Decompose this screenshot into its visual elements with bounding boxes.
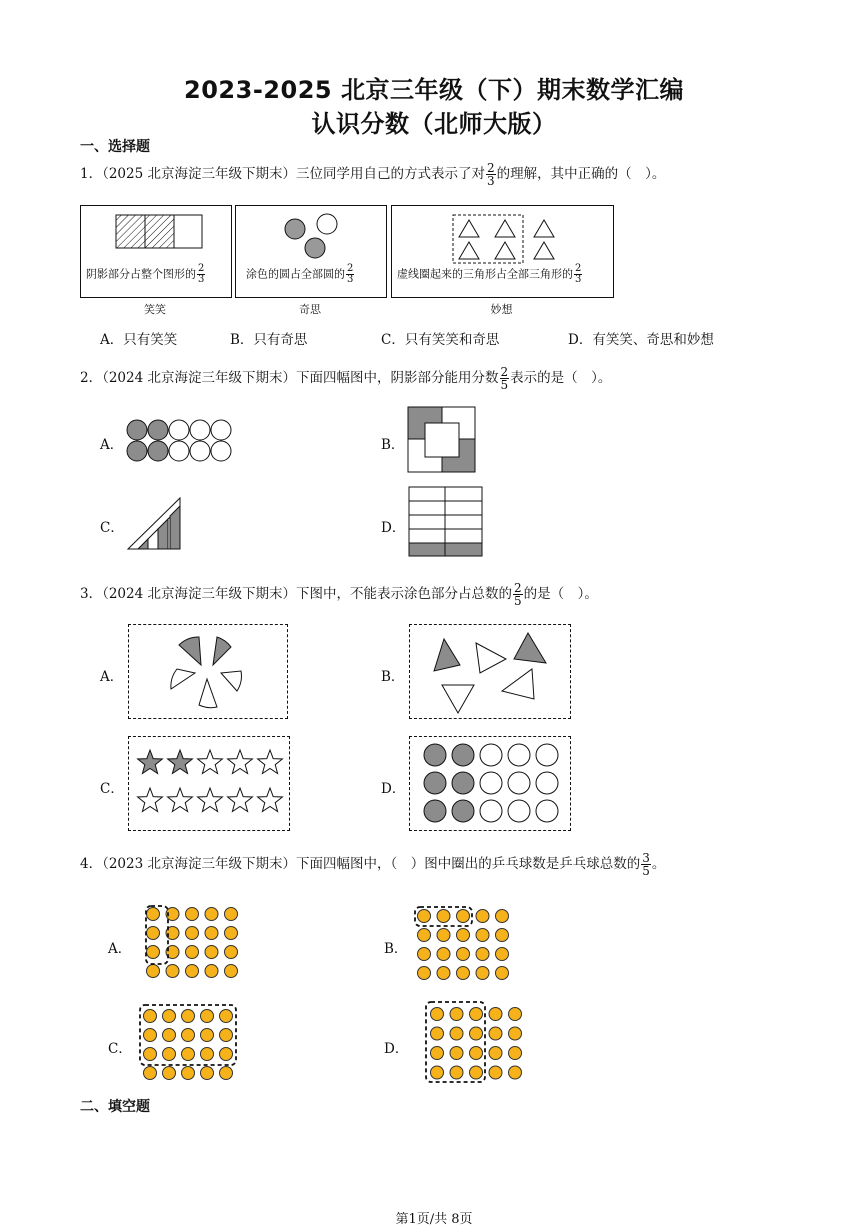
q4-option-a-balls[interactable] [144,904,248,982]
ping-pong-ball [437,948,450,961]
ping-pong-ball [418,967,431,980]
ping-pong-ball [147,927,160,940]
q1-fraction [486,162,496,187]
ping-pong-ball [144,1010,157,1023]
ping-pong-ball [205,927,218,940]
star [228,788,253,812]
ping-pong-ball [509,1027,522,1040]
ping-pong-ball [201,1048,214,1061]
section-heading-choice: 一、选择题 [80,139,150,155]
ping-pong-ball [509,1047,522,1060]
ping-pong-ball [450,1008,463,1021]
ping-pong-ball [163,1029,176,1042]
question-4-text: 4．（2023 北京海淀三年级下期末）下面四幅图中，（ ）图中圈出的乒乓球数是乒乓球总数的 $\frac{3}{5}$ 。 [80,851,666,878]
ping-pong-ball [496,910,509,923]
q2-option-a-label[interactable]: A． [100,437,124,453]
q4-option-b-label[interactable]: B． [384,941,408,957]
ping-pong-ball [186,946,199,959]
q2-option-c-triangle[interactable] [126,496,184,552]
ping-pong-ball [450,1027,463,1040]
ping-pong-ball [476,967,489,980]
ping-pong-ball [225,965,238,978]
ping-pong-ball [496,967,509,980]
q1-triangles [452,214,572,266]
ping-pong-ball [509,1008,522,1021]
ping-pong-ball [450,1066,463,1079]
ping-pong-ball [163,1067,176,1080]
ping-pong-ball [182,1067,195,1080]
q2-option-b-square[interactable] [407,406,477,474]
ping-pong-ball [182,1048,195,1061]
ping-pong-ball [163,1048,176,1061]
q1-option-b[interactable]: B．只有奇思 [230,332,308,348]
page-title-line1: 2023-2025 北京三年级（下）期末数学汇编 [184,76,684,104]
ping-pong-ball [205,946,218,959]
star [258,788,283,812]
q1-figure-xiaoxiao [80,205,232,298]
ping-pong-ball [470,1066,483,1079]
star [198,750,223,774]
ping-pong-ball [201,1010,214,1023]
q1-box2-caption: 涂色的圆占全部圆的 $\frac{2}{3}$ [246,263,354,285]
q3-option-a-petals [165,629,251,713]
ping-pong-ball [437,929,450,942]
q2-option-c-label[interactable]: C． [100,520,124,536]
ping-pong-ball [186,908,199,921]
ping-pong-ball [437,967,450,980]
page-title-line2: 认识分数（北师大版） [311,110,557,138]
q3-option-d-box[interactable] [409,736,571,831]
ping-pong-ball [182,1010,195,1023]
q3-option-d-label[interactable]: D． [381,781,406,797]
ping-pong-ball [418,929,431,942]
q2-option-b-label[interactable]: B． [381,437,405,453]
q1-option-c[interactable]: C．只有笑笑和奇思 [381,332,500,348]
ping-pong-ball [144,1067,157,1080]
q2-option-d-grid[interactable] [408,486,484,558]
ping-pong-ball [182,1029,195,1042]
q3-option-c-label[interactable]: C． [100,781,124,797]
ping-pong-ball [489,1027,502,1040]
q1-figure-qisi [235,205,387,298]
ping-pong-ball [489,1047,502,1060]
question-2-text: 2．（2024 北京海淀三年级下期末）下面四幅图中，阴影部分能用分数 $\frac{2}{5}$ 表示的是（ ）。 [80,365,612,392]
star [168,788,193,812]
ping-pong-ball [205,965,218,978]
q1-option-a[interactable]: A．只有笑笑 [100,332,178,348]
ping-pong-ball [225,927,238,940]
ping-pong-ball [476,948,489,961]
ping-pong-ball [201,1029,214,1042]
q3-option-b-label[interactable]: B． [381,669,405,685]
q1-caption-qisi: 奇思 [299,303,321,316]
ping-pong-ball [476,929,489,942]
q1-circles [280,212,350,264]
ping-pong-ball [476,910,489,923]
q4-option-d-balls[interactable] [423,1000,527,1086]
ping-pong-ball [163,1010,176,1023]
q3-option-b-triangles [420,629,560,715]
ping-pong-ball [220,1029,233,1042]
q1-figure-miaoxiang [391,205,614,298]
ping-pong-ball [457,929,470,942]
ping-pong-ball [201,1067,214,1080]
q1-caption-xiaoxiao: 笑笑 [144,303,166,316]
ping-pong-ball [144,1048,157,1061]
q4-option-b-balls[interactable] [412,904,516,982]
ping-pong-ball [437,910,450,923]
star [168,750,193,774]
q4-option-c-label[interactable]: C． [108,1041,132,1057]
q1-option-d[interactable]: D．有笑笑、奇思和妙想 [568,332,714,348]
ping-pong-ball [166,965,179,978]
ping-pong-ball [496,929,509,942]
q1-suffix: 的理解，其中正确的（ ）。 [496,166,666,182]
q2-option-d-label[interactable]: D． [381,520,406,536]
q1-box1-caption: 阴影部分占整个图形的 $\frac{2}{3}$ [86,263,205,285]
q2-option-a-circles[interactable] [126,418,234,464]
section-heading-fill: 二、填空题 [80,1099,150,1115]
ping-pong-ball [147,908,160,921]
ping-pong-ball [431,1066,444,1079]
q3-option-a-box[interactable] [128,624,288,719]
ping-pong-ball [470,1027,483,1040]
q3-option-b-box[interactable] [409,624,571,719]
ping-pong-ball [496,948,509,961]
page-number: 第1页/共 8页 [395,1212,473,1227]
ping-pong-ball [220,1067,233,1080]
ping-pong-ball [225,908,238,921]
ping-pong-ball [431,1008,444,1021]
star [138,788,163,812]
q3-option-c-stars [135,747,285,817]
q4-option-a-label[interactable]: A． [108,941,132,957]
q1-shaded-rectangle [115,214,203,250]
ping-pong-ball [186,927,199,940]
ping-pong-ball [470,1008,483,1021]
q1-frac-den: 3 [487,174,495,188]
q1-box3-caption: 虚线圈起来的三角形占全部三角形的 $\frac{2}{3}$ [397,263,582,285]
q4-option-d-label[interactable]: D． [384,1041,409,1057]
q1-caption-miaoxiang: 妙想 [490,303,513,316]
ping-pong-ball [489,1066,502,1079]
ping-pong-ball [431,1027,444,1040]
star [138,750,163,774]
star [228,750,253,774]
ping-pong-ball [144,1029,157,1042]
ping-pong-ball [418,910,431,923]
star [258,750,283,774]
q4-option-c-balls[interactable] [138,1002,242,1082]
q1-frac-num: 2 [487,161,495,175]
ping-pong-ball [470,1047,483,1060]
ping-pong-ball [225,946,238,959]
question-1-text [80,162,665,187]
ping-pong-ball [450,1047,463,1060]
ping-pong-ball [147,965,160,978]
question-3-text: 3．（2024 北京海淀三年级下期末）下图中，不能表示涂色部分占总数的 $\frac{2}{5}$ 的是（ ）。 [80,581,598,608]
ping-pong-ball [457,910,470,923]
ping-pong-ball [457,948,470,961]
ping-pong-ball [418,948,431,961]
q3-option-a-label[interactable]: A． [100,669,124,685]
star [198,788,223,812]
ping-pong-ball [186,965,199,978]
ping-pong-ball [220,1010,233,1023]
ping-pong-ball [220,1048,233,1061]
ping-pong-ball [431,1047,444,1060]
ping-pong-ball [147,946,160,959]
q3-option-d-circles [420,741,560,827]
q3-option-c-box[interactable] [128,736,290,831]
ping-pong-ball [205,908,218,921]
q1-prefix: 1．（2025 北京海淀三年级下期末）三位同学用自己的方式表示了对 [80,166,485,182]
ping-pong-ball [457,967,470,980]
ping-pong-ball [509,1066,522,1079]
ping-pong-ball [489,1008,502,1021]
